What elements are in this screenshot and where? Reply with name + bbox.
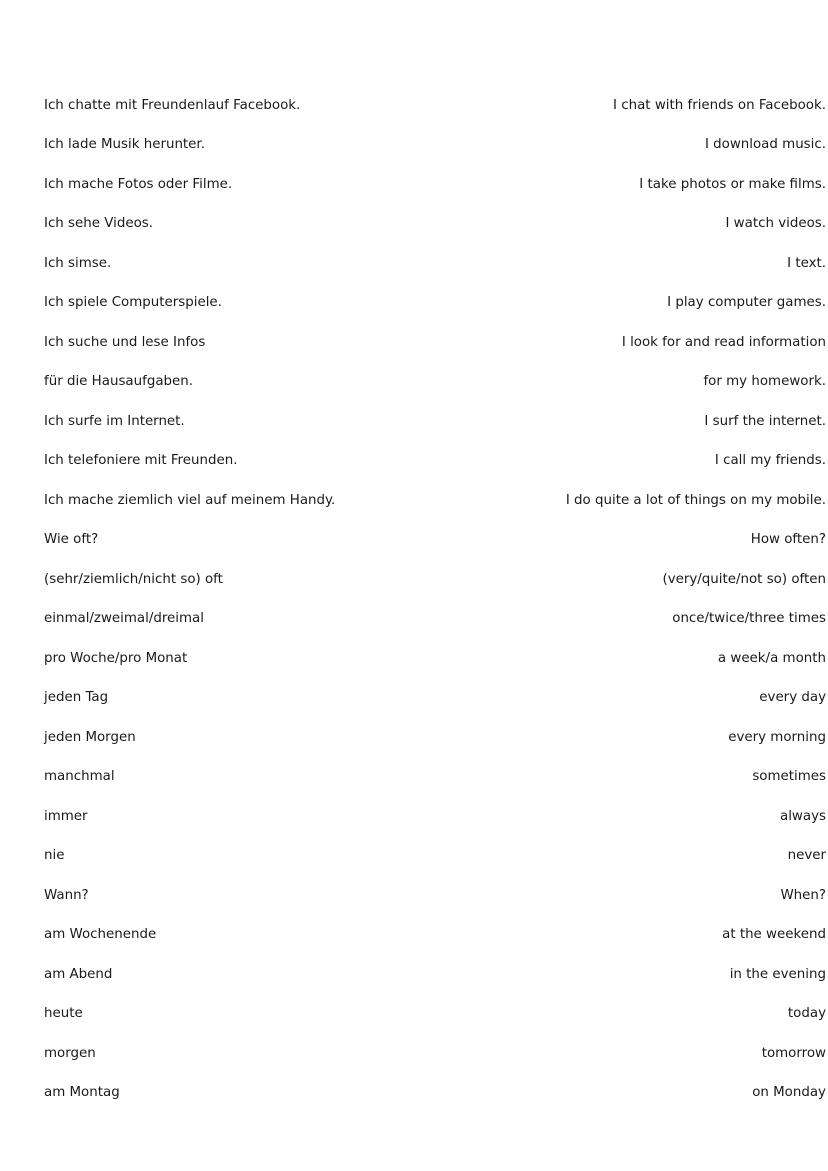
vocab-row [44, 442, 826, 482]
english-translation: When? [780, 887, 826, 903]
vocab-row [44, 639, 826, 679]
german-phrase: am Montag [44, 1085, 120, 1101]
vocab-row [44, 995, 826, 1035]
vocab-row [44, 916, 826, 956]
english-translation: I call my friends. [714, 453, 826, 469]
english-translation: I download music. [704, 137, 826, 153]
german-phrase: heute [44, 1006, 83, 1022]
german-phrase: immer [44, 808, 88, 824]
english-translation: (very/quite/not so) often [662, 571, 826, 587]
vocab-row [44, 363, 826, 403]
german-phrase: Ich simse. [44, 255, 112, 271]
vocab-row [44, 718, 826, 758]
english-translation: every morning [728, 729, 826, 745]
german-phrase: morgen [44, 1045, 96, 1061]
german-phrase: Wie oft? [44, 532, 99, 548]
english-translation: never [787, 848, 826, 864]
english-translation: I look for and read information [621, 334, 826, 350]
english-translation: I surf the internet. [704, 413, 826, 429]
vocab-row [44, 955, 826, 995]
english-translation: always [780, 808, 826, 824]
vocab-row [44, 521, 826, 561]
english-translation: I text. [787, 255, 826, 271]
german-phrase: einmal/zweimal/dreimal [44, 611, 204, 627]
vocab-row [44, 797, 826, 837]
german-phrase: für die Hausaufgaben. [44, 374, 194, 390]
german-phrase: Ich sehe Videos. [44, 216, 154, 232]
english-translation: in the evening [729, 966, 826, 982]
english-translation: once/twice/three times [672, 611, 826, 627]
german-phrase: jeden Morgen [44, 729, 136, 745]
vocab-row [44, 837, 826, 877]
english-translation: today [787, 1006, 826, 1022]
english-translation: a week/a month [717, 650, 826, 666]
vocab-row [44, 758, 826, 798]
german-phrase: manchmal [44, 769, 115, 785]
vocab-row [44, 600, 826, 640]
vocab-row [44, 876, 826, 916]
english-translation: I chat with friends on Facebook. [613, 97, 826, 113]
vocab-row [44, 1034, 826, 1074]
german-phrase: (sehr/ziemlich/nicht so) oft [44, 571, 223, 587]
english-translation: How often? [750, 532, 826, 548]
vocab-row [44, 679, 826, 719]
english-translation: for my homework. [703, 374, 826, 390]
vocabulary-list [44, 86, 826, 1113]
english-translation: on Monday [752, 1085, 826, 1101]
english-translation: I watch videos. [725, 216, 826, 232]
german-phrase: Wann? [44, 887, 89, 903]
vocab-row [44, 323, 826, 363]
vocab-row [44, 126, 826, 166]
english-translation: sometimes [752, 769, 826, 785]
german-phrase: nie [44, 848, 65, 864]
german-phrase: Ich spiele Computerspiele. [44, 295, 222, 311]
vocab-row [44, 165, 826, 205]
vocab-row [44, 560, 826, 600]
vocab-row [44, 402, 826, 442]
german-phrase: Ich telefoniere mit Freunden. [44, 453, 238, 469]
vocab-row [44, 86, 826, 126]
vocab-row [44, 284, 826, 324]
vocab-row [44, 244, 826, 284]
english-translation: I take photos or make films. [639, 176, 826, 192]
vocab-row [44, 1074, 826, 1114]
german-phrase: Ich mache Fotos oder Filme. [44, 176, 233, 192]
english-translation: I do quite a lot of things on my mobile. [565, 492, 826, 508]
german-phrase: Ich mache ziemlich viel auf meinem Handy. [44, 492, 336, 508]
english-translation: at the weekend [722, 927, 826, 943]
german-phrase: am Wochenende [44, 927, 157, 943]
german-phrase: Ich chatte mit Freundenlauf Facebook. [44, 97, 301, 113]
german-phrase: Ich suche und lese Infos [44, 334, 206, 350]
german-phrase: am Abend [44, 966, 113, 982]
german-phrase: Ich lade Musik herunter. [44, 137, 205, 153]
english-translation: I play computer games. [667, 295, 826, 311]
vocab-row [44, 481, 826, 521]
german-phrase: jeden Tag [44, 690, 109, 706]
german-phrase: Ich surfe im Internet. [44, 413, 185, 429]
english-translation: every day [759, 690, 826, 706]
vocab-row [44, 205, 826, 245]
german-phrase: pro Woche/pro Monat [44, 650, 188, 666]
english-translation: tomorrow [761, 1045, 826, 1061]
